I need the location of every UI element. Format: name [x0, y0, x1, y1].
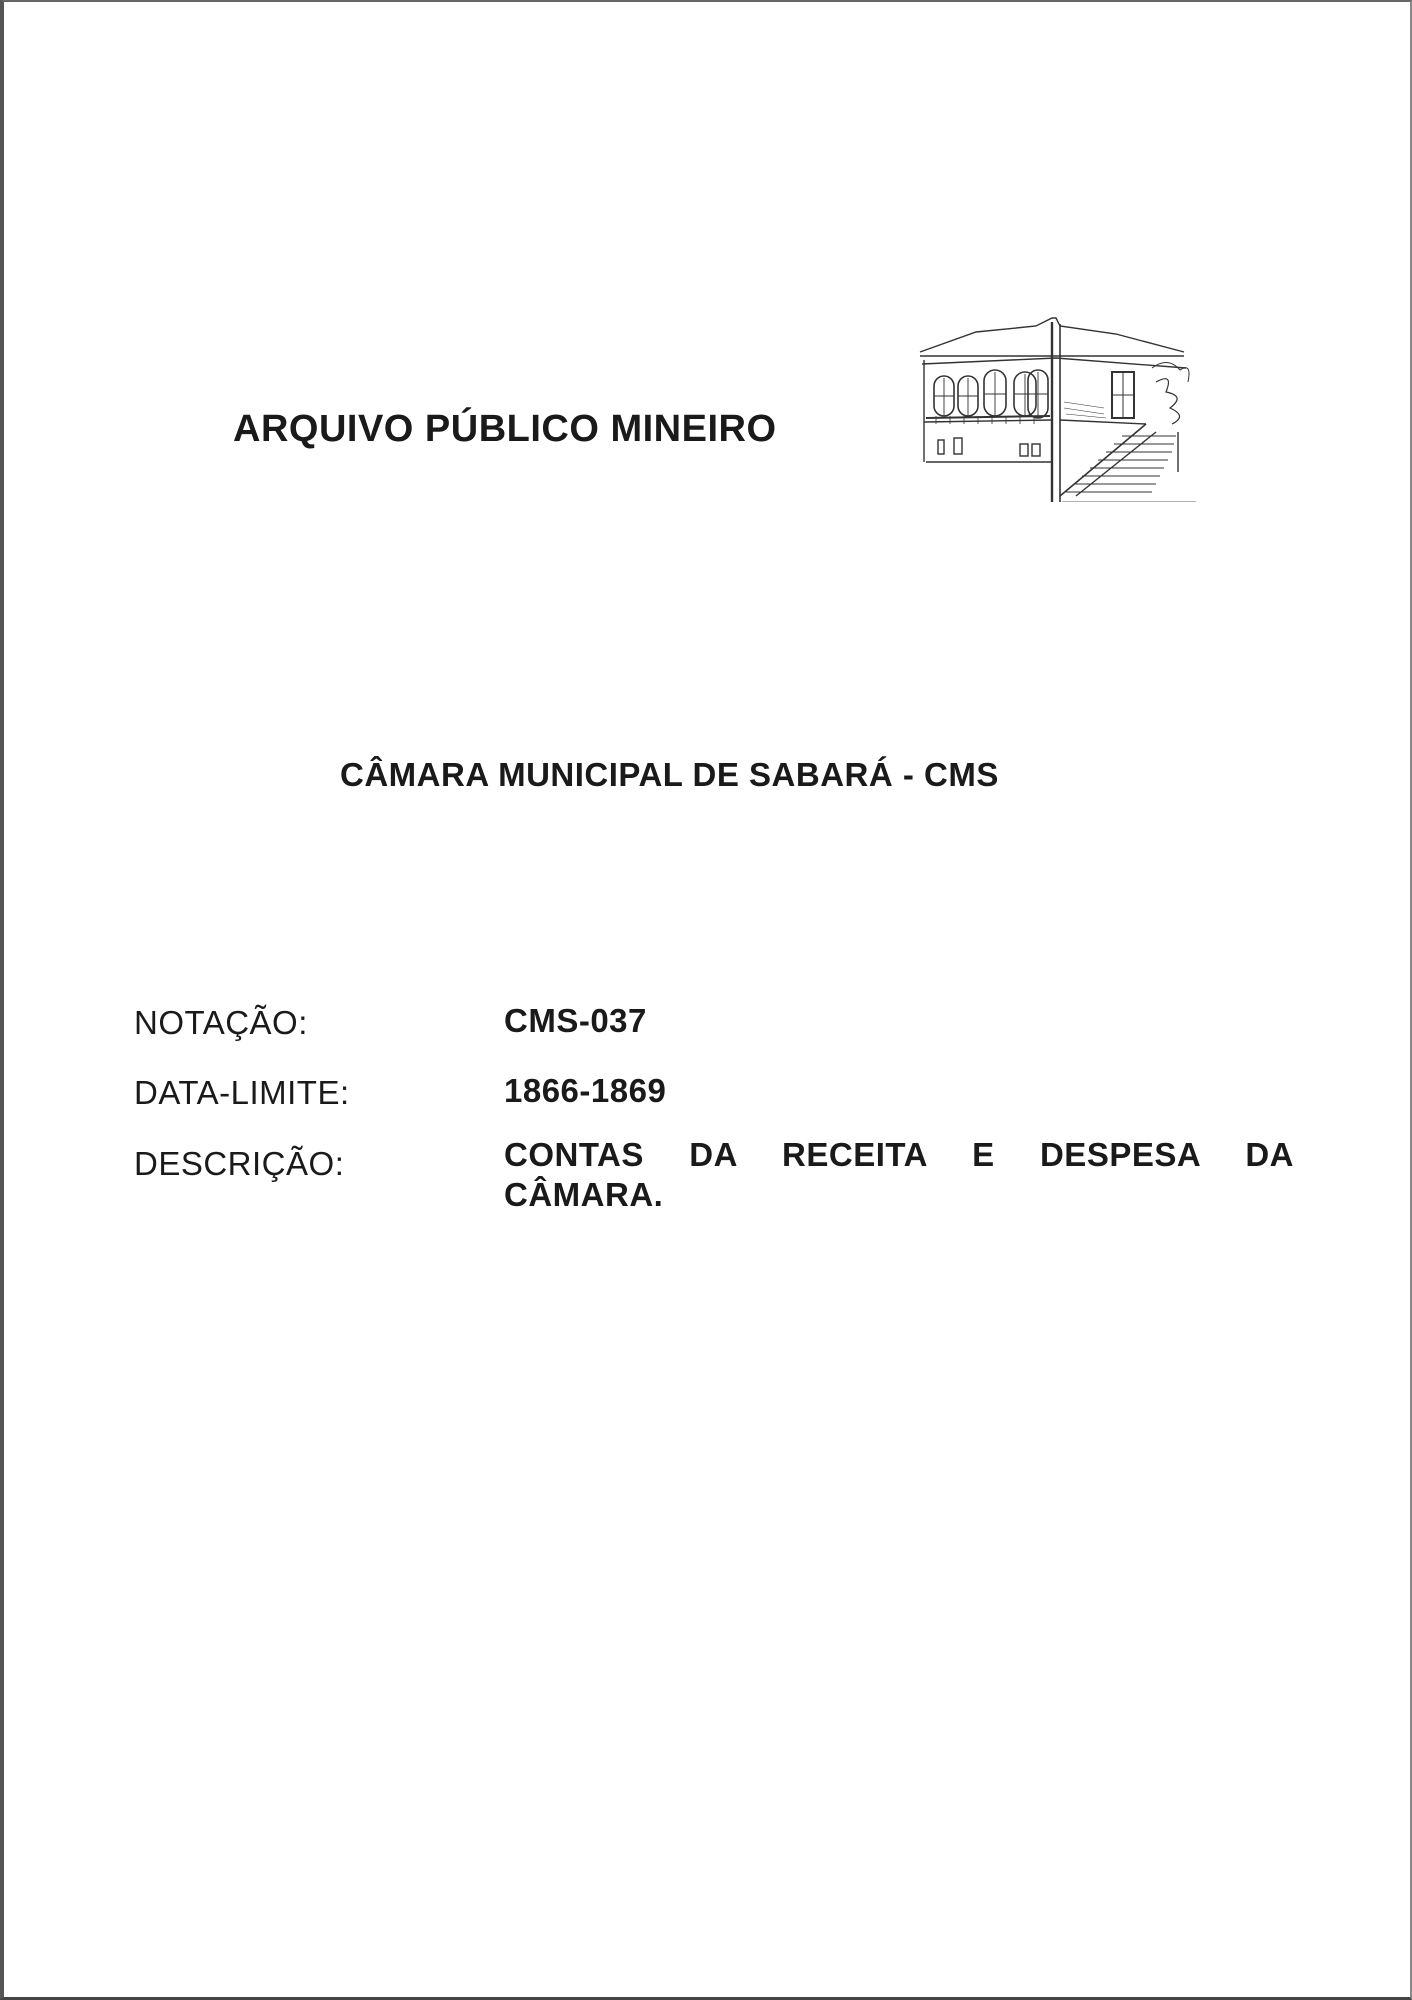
notacao-value: CMS-037: [504, 1002, 647, 1039]
institution-title: ARQUIVO PÚBLICO MINEIRO: [233, 408, 777, 450]
descricao-label: DESCRIÇÃO:: [134, 1145, 345, 1182]
data-limite-value: 1866-1869: [504, 1072, 667, 1109]
descricao-value: CONTAS DA RECEITA E DESPESA DA CÂMARA.: [504, 1136, 1294, 1213]
data-limite-label: DATA-LIMITE:: [134, 1074, 350, 1111]
notacao-label: NOTAÇÃO:: [134, 1004, 308, 1041]
archive-building-drawing-icon: [916, 312, 1196, 502]
fonds-title: CÂMARA MUNICIPAL DE SABARÁ - CMS: [340, 756, 999, 793]
